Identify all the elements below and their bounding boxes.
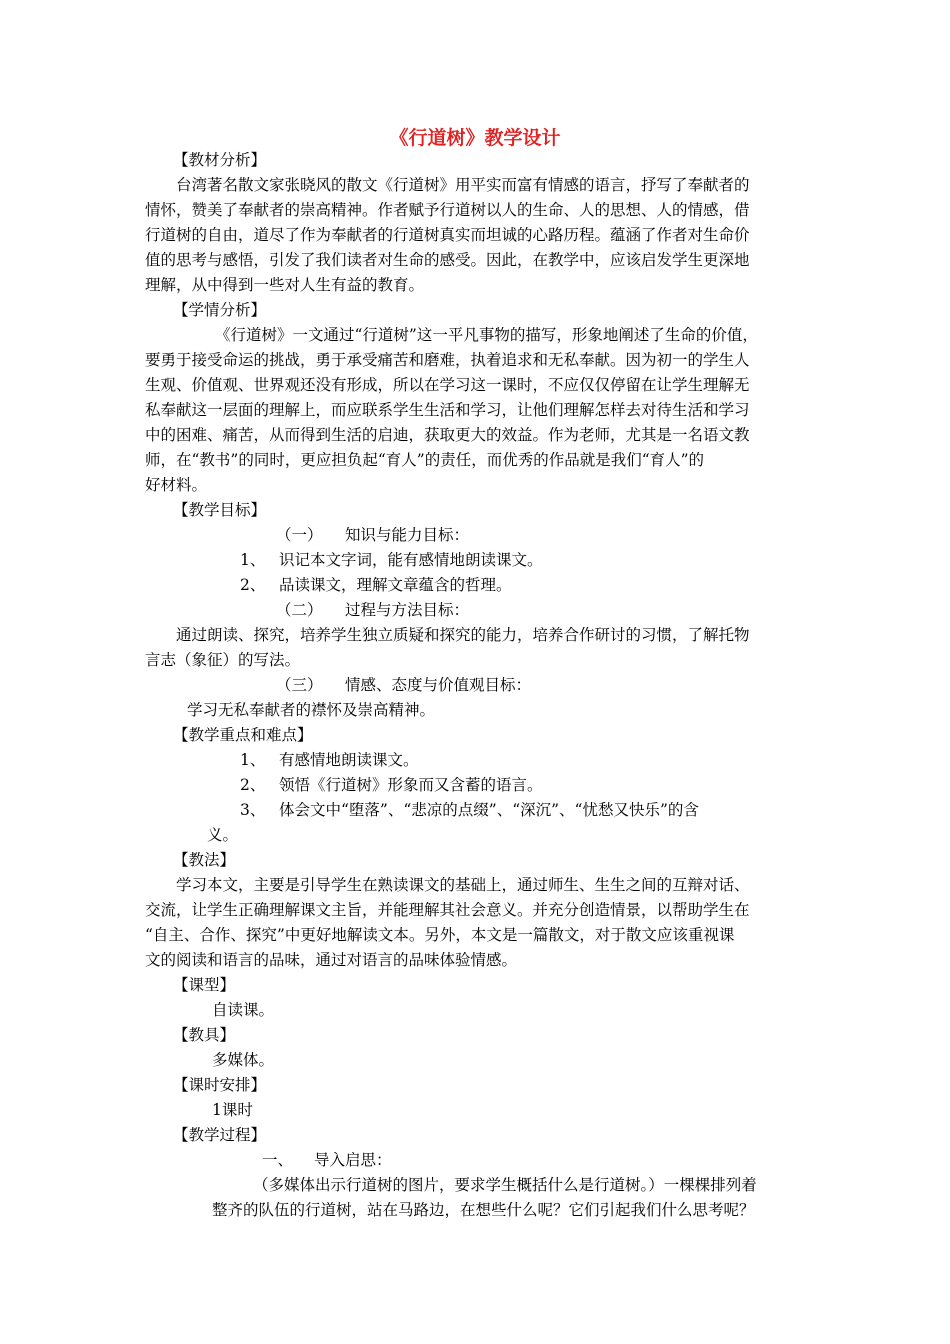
subsection-label: 情感、态度与价值观目标： <box>345 676 532 694</box>
subsection-number: （二） <box>276 601 323 619</box>
paragraph-line: 生观、价值观、世界观还没有形成，所以在学习这一课时，不应仅仅停留在让学生理解无 <box>145 376 750 394</box>
list-item-continuation: 义。 <box>207 826 239 844</box>
section-text: 1课时 <box>212 1101 253 1119</box>
list-item: 品读课文，理解文章蕴含的哲理。 <box>279 576 512 594</box>
section-heading-jiaoju: 【教具】 <box>173 1026 236 1044</box>
subsection-number: （一） <box>276 526 323 544</box>
paragraph-line: 台湾著名散文家张晓风的散文《行道树》用平实而富有情感的语言，抒写了奉献者的 <box>176 176 750 194</box>
section-text: 自读课。 <box>212 1001 275 1019</box>
section-heading-zhongdian: 【教学重点和难点】 <box>173 726 313 744</box>
paragraph-line: 好材料。 <box>145 476 208 494</box>
paragraph-line: 言志（象征）的写法。 <box>145 651 301 669</box>
paragraph-line: 整齐的队伍的行道树，站在马路边，在想些什么呢？它们引起我们什么思考呢？ <box>212 1201 755 1219</box>
list-number: 2、 <box>240 576 266 594</box>
section-heading-mubiao: 【教学目标】 <box>173 501 267 519</box>
paragraph-line: （多媒体出示行道树的图片，要求学生概括什么是行道树。）一棵棵排列着 <box>253 1176 757 1194</box>
list-number: 1、 <box>240 751 266 769</box>
paragraph-line: 交流，让学生正确理解课文主旨，并能理解其社会意义。并充分创造情景，以帮助学生在 <box>145 901 750 919</box>
paragraph-line: 学习本文，主要是引导学生在熟读课文的基础上，通过师生、生生之间的互辩对话、 <box>176 876 750 894</box>
section-heading-jiaofa: 【教法】 <box>173 851 236 869</box>
section-heading-xueqing: 【学情分析】 <box>173 301 267 319</box>
paragraph-line: 《行道树》一文通过“行道树”这一平凡事物的描写，形象地阐述了生命的价值， <box>215 326 758 344</box>
paragraph-line: 通过朗读、探究，培养学生独立质疑和探究的能力，培养合作研讨的习惯，了解托物 <box>176 626 750 644</box>
paragraph-line: 情怀，赞美了奉献者的崇高精神。作者赋予行道树以人的生命、人的思想、人的情感，借 <box>145 201 750 219</box>
section-heading-jiaocai: 【教材分析】 <box>173 151 267 169</box>
list-number: 2、 <box>240 776 266 794</box>
paragraph-line: 师，在“教书”的同时，更应担负起“育人”的责任，而优秀的作品就是我们“育人”的 <box>145 451 705 469</box>
list-item: 领悟《行道树》形象而又含蓄的语言。 <box>279 776 543 794</box>
section-heading-kexing: 【课型】 <box>173 976 236 994</box>
list-number: 3、 <box>240 801 266 819</box>
paragraph-line: 要勇于接受命运的挑战，勇于承受痛苦和磨难，执着追求和无私奉献。因为初一的学生人 <box>145 351 750 369</box>
paragraph-line: 理解，从中得到一些对人生有益的教育。 <box>145 276 425 294</box>
paragraph-line: 中的困难、痛苦，从而得到生活的启迪，获取更大的效益。作为老师，尤其是一名语文教 <box>145 426 750 444</box>
paragraph-line: 文的阅读和语言的品味，通过对语言的品味体验情感。 <box>145 951 518 969</box>
subsection-label: 知识与能力目标： <box>345 526 470 544</box>
list-item: 体会文中“堕落”、“悲凉的点缀”、“深沉”、“忧愁又快乐”的含 <box>279 801 699 819</box>
section-heading-keshi: 【课时安排】 <box>173 1076 267 1094</box>
list-number: 1、 <box>240 551 266 569</box>
section-text: 多媒体。 <box>212 1051 275 1069</box>
paragraph-line: 私奉献这一层面的理解上，而应联系学生生活和学习，让他们理解怎样去对待生活和学习 <box>145 401 750 419</box>
list-item: 有感情地朗读课文。 <box>279 751 419 769</box>
paragraph-line: “自主、合作、探究”中更好地解读文本。另外，本文是一篇散文，对于散文应该重视课 <box>145 926 735 944</box>
step-label: 导入启思： <box>314 1151 392 1169</box>
subsection-label: 过程与方法目标： <box>345 601 470 619</box>
paragraph-line: 值的思考与感悟，引发了我们读者对生命的感受。因此，在教学中，应该启发学生更深地 <box>145 251 750 269</box>
paragraph-line: 学习无私奉献者的襟怀及崇高精神。 <box>187 701 436 719</box>
subsection-number: （三） <box>276 676 323 694</box>
section-heading-guocheng: 【教学过程】 <box>173 1126 267 1144</box>
paragraph-line: 行道树的自由，道尽了作为奉献者的行道树真实而坦诚的心路历程。蕴涵了作者对生命价 <box>145 226 750 244</box>
document-title: 《行道树》教学设计 <box>389 127 561 149</box>
step-number: 一、 <box>262 1151 294 1169</box>
list-item: 识记本文字词，能有感情地朗读课文。 <box>279 551 543 569</box>
